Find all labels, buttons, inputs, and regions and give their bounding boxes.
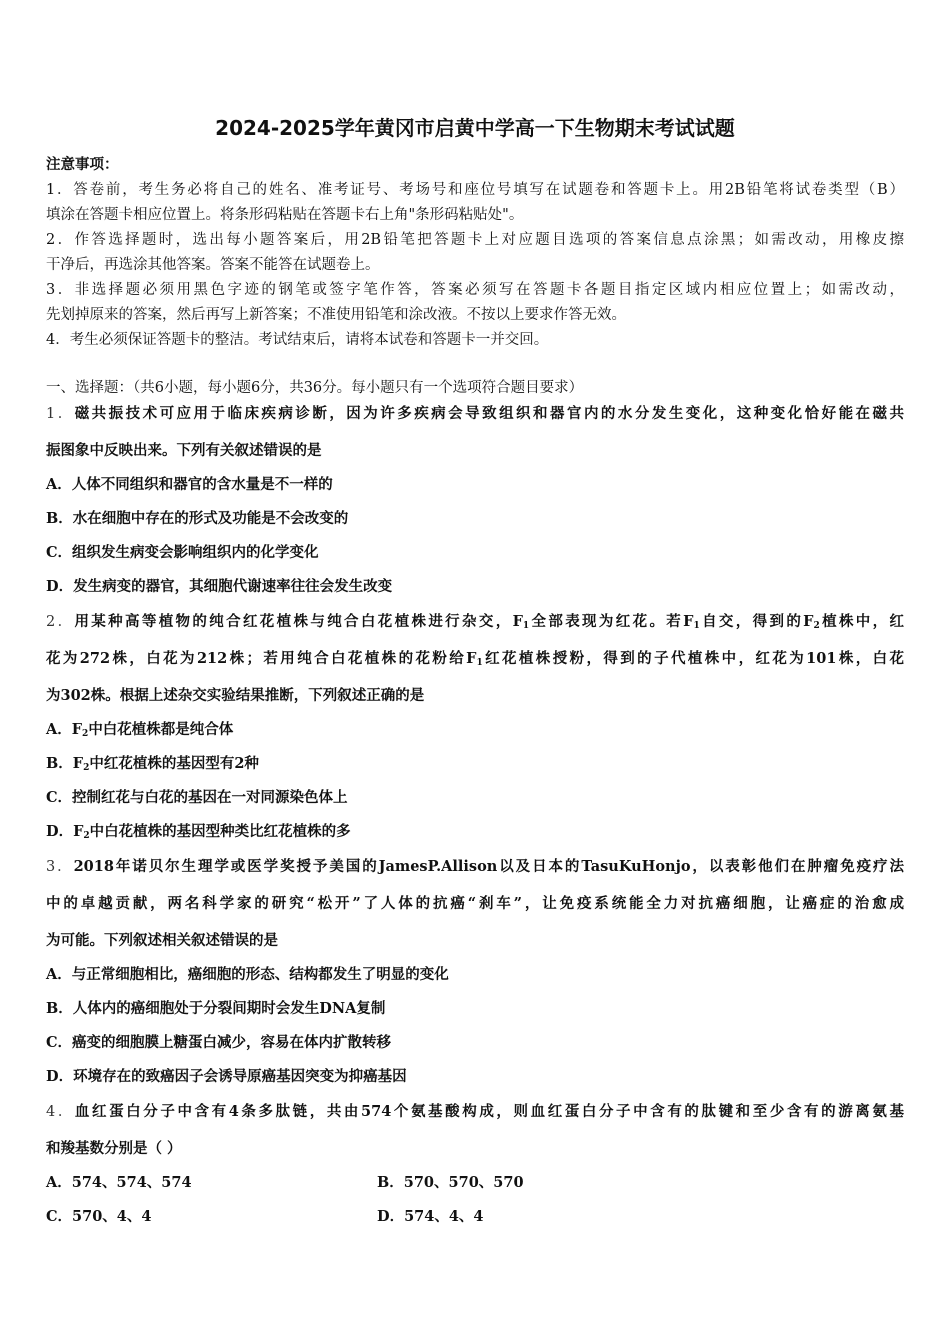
- question-number: 2．: [46, 614, 75, 630]
- option-d: D．574、4、4: [377, 1208, 484, 1225]
- question-number: 1．: [46, 406, 75, 422]
- question-text: 用某种高等植物的纯合红花植株与纯合白花植株进行杂交，F: [74, 613, 523, 630]
- option-text: 中白花植株的基因型种类比红花植株的多: [89, 823, 351, 840]
- notice-line: 3．非选择题必须用黑色字迹的钢笔或签字笔作答，答案必须写在答题卡各题目指定区域内相应位置上；如需改动，: [46, 282, 904, 298]
- option-b: B．570、570、570: [377, 1174, 524, 1191]
- question-3-stem: [46, 855, 904, 876]
- option-d: D．发生病变的器官，其细胞代谢速率往往会发生改变: [46, 578, 393, 595]
- option-a: [46, 718, 904, 739]
- question-2-stem-cont: [46, 647, 904, 668]
- option-d: [46, 820, 904, 841]
- subscript: 2: [83, 831, 90, 841]
- question-1-stem-cont: 振图象中反映出来。下列有关叙述错误的是: [46, 442, 322, 459]
- notice-line: 干净后，再选涂其他答案。答案不能答在试题卷上。: [46, 257, 380, 273]
- question-2-stem: [46, 610, 904, 631]
- notice-line: 填涂在答题卡相应位置上。将条形码粘贴在答题卡右上角"条形码粘贴处"。: [46, 207, 524, 223]
- option-text: A．F: [46, 721, 83, 738]
- question-4-stem-cont: 和羧基数分别是（ ）: [46, 1140, 182, 1157]
- question-3-stem-cont: 为可能。下列叙述相关叙述错误的是: [46, 932, 278, 949]
- question-3-stem-cont: 中的卓越贡献，两名科学家的研究“松开”了人体的抗癌“刹车”，让免疫系统能全力对抗癌细胞，让癌症的治愈成: [46, 895, 904, 912]
- question-text: 植株中，红: [819, 613, 905, 630]
- question-text: 2018年诺贝尔生理学或医学奖授予美国的JamesP.Allison以及日本的TasuKuHonjo，以表彰他们在肿瘤免疫疗法: [73, 858, 904, 875]
- option-c: C．控制红花与白花的基因在一对同源染色体上: [46, 789, 348, 806]
- subscript: 1: [522, 621, 530, 631]
- option-text: 中白花植株都是纯合体: [88, 721, 234, 738]
- option-c: C．570、4、4: [46, 1208, 152, 1225]
- subscript: 1: [476, 658, 483, 668]
- question-text: 全部表现为红花。若F: [529, 613, 694, 630]
- option-b: B．人体内的癌细胞处于分裂间期时会发生DNA复制: [46, 1000, 386, 1017]
- option-text: B．F: [46, 755, 84, 772]
- subscript: 2: [83, 763, 90, 773]
- subscript: 1: [693, 621, 700, 631]
- notice-line: 1．答卷前，考生务必将自己的姓名、准考证号、考场号和座位号填写在试题卷和答题卡上。用2B铅笔将试卷类型（B）: [46, 182, 904, 198]
- question-text: 血红蛋白分子中含有4条多肽链，共由574个氨基酸构成，则血红蛋白分子中含有的肽键和至少含有的游离氨基: [74, 1103, 904, 1120]
- question-text: 红花植株授粉，得到的子代植株中，红花为101株，白花: [482, 650, 905, 667]
- option-d: D．环境存在的致癌因子会诱导原癌基因突变为抑癌基因: [46, 1068, 407, 1085]
- subscript: 2: [813, 621, 820, 631]
- question-number: 4．: [46, 1104, 75, 1120]
- option-b: B．水在细胞中存在的形式及功能是不会改变的: [46, 510, 349, 527]
- notice-line: 4．考生必须保证答题卡的整洁。考试结束后，请将本试卷和答题卡一并交回。: [46, 332, 549, 348]
- option-text: D．F: [46, 823, 84, 840]
- option-b: [46, 752, 904, 773]
- option-a: A．574、574、574: [46, 1174, 192, 1191]
- question-1-stem: [46, 402, 904, 423]
- subscript: 2: [82, 729, 89, 739]
- option-text: 中红花植株的基因型有2种: [89, 755, 259, 772]
- question-4-stem: [46, 1100, 904, 1121]
- notice-heading: 注意事项：: [46, 156, 119, 173]
- option-c: C．癌变的细胞膜上糖蛋白减少，容易在体内扩散转移: [46, 1034, 392, 1051]
- option-c: C．组织发生病变会影响组织内的化学变化: [46, 544, 319, 561]
- notice-line: 2．作答选择题时，选出每小题答案后，用2B铅笔把答题卡上对应题目选项的答案信息点涂黑；如需改动，用橡皮擦: [46, 232, 904, 248]
- question-number: 3．: [46, 859, 74, 875]
- question-text: 磁共振技术可应用于临床疾病诊断，因为许多疾病会导致组织和器官内的水分发生变化，这种变化恰好能在磁共: [74, 405, 904, 422]
- section-heading: 一、选择题：（共6小题，每小题6分，共36分。每小题只有一个选项符合题目要求）: [46, 380, 584, 396]
- question-2-stem-cont: 为302株。根据上述杂交实验结果推断，下列叙述正确的是: [46, 687, 425, 704]
- page-title: 2024-2025学年黄冈市启黄中学高一下生物期末考试试题: [215, 116, 735, 140]
- question-text: 花为272株，白花为212株；若用纯合白花植株的花粉给F: [46, 650, 477, 667]
- option-a: A．与正常细胞相比，癌细胞的形态、结构都发生了明显的变化: [46, 966, 449, 983]
- question-text: 自交，得到的F: [699, 613, 814, 630]
- option-a: A．人体不同组织和器官的含水量是不一样的: [46, 476, 333, 493]
- notice-line: 先划掉原来的答案，然后再写上新答案；不准使用铅笔和涂改液。不按以上要求作答无效。: [46, 307, 626, 323]
